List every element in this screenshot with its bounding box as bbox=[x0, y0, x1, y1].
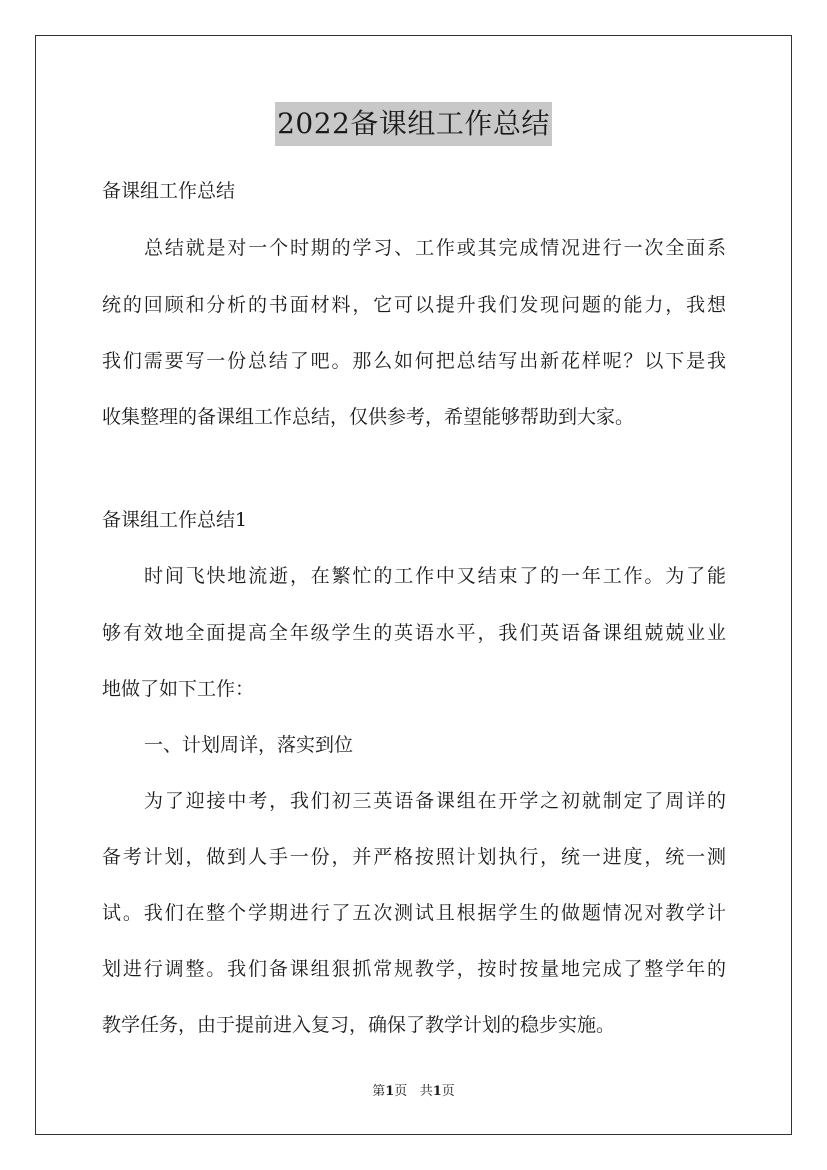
footer-page-number: 1 bbox=[385, 1084, 395, 1099]
footer-prefix: 第 bbox=[372, 1084, 386, 1099]
para2-line-2: 够有效地全面提高全年级学生的英语水平，我们英语备课组兢兢业业 bbox=[102, 622, 726, 644]
page-footer bbox=[0, 1084, 827, 1100]
para3-line-3: 试。我们在整个学期进行了五次测试且根据学生的做题情况对教学计 bbox=[102, 902, 726, 924]
heading-summary: 备课组工作总结 bbox=[102, 180, 236, 202]
para3-line-5: 教学任务，由于提前进入复习，确保了教学计划的稳步实施。 bbox=[102, 1014, 616, 1036]
intro-line-2: 统的回顾和分析的书面材料，它可以提升我们发现问题的能力，我想 bbox=[102, 294, 726, 316]
para3-line-1: 为了迎接中考，我们初三英语备课组在开学之初就制定了周详的 bbox=[144, 790, 726, 812]
para2-line-3: 地做了如下工作： bbox=[102, 678, 255, 700]
title-container bbox=[0, 102, 827, 146]
document-title: 2022备课组工作总结 bbox=[275, 102, 552, 146]
heading-summary-1: 备课组工作总结1 bbox=[102, 509, 248, 531]
intro-line-1: 总结就是对一个时期的学习、工作或其完成情况进行一次全面系 bbox=[144, 237, 726, 259]
para3-line-4: 划进行调整。我们备课组狠抓常规教学，按时按量地完成了整学年的 bbox=[102, 958, 726, 980]
intro-line-3: 我们需要写一份总结了吧。那么如何把总结写出新花样呢？以下是我 bbox=[102, 350, 726, 372]
para2-line-1: 时间飞快地流逝，在繁忙的工作中又结束了的一年工作。为了能 bbox=[144, 565, 726, 587]
section-heading-1: 一、计划周详，落实到位 bbox=[144, 734, 354, 756]
footer-suffix: 页 bbox=[441, 1084, 455, 1099]
para3-line-2: 备考计划，做到人手一份，并严格按照计划执行，统一进度，统一测 bbox=[102, 846, 726, 868]
intro-line-4: 收集整理的备课组工作总结，仅供参考，希望能够帮助到大家。 bbox=[102, 406, 635, 428]
footer-page-total: 1 bbox=[432, 1084, 442, 1099]
footer-mid: 页 共 bbox=[394, 1084, 433, 1099]
